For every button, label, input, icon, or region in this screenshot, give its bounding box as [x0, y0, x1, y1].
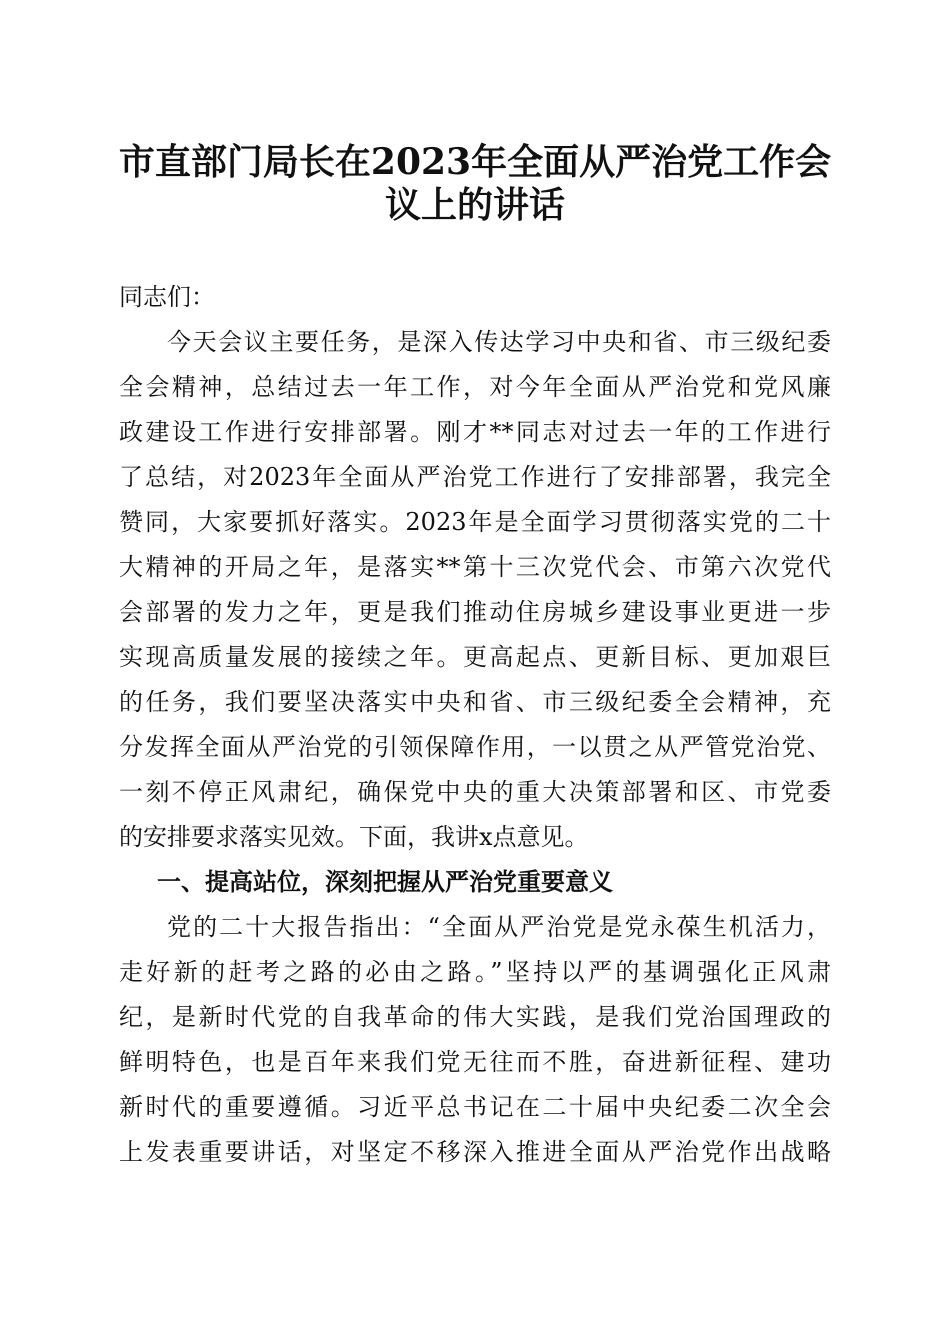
document-title-line-2: 议上的讲话: [384, 184, 565, 226]
paragraph-2-line: 上发表重要讲话，对坚定不移深入推进全面从严治党作出战略: [119, 1138, 831, 1166]
paragraph-1-line: 了总结，对2023年全面从严治党工作进行了安排部署，我完全: [119, 463, 831, 491]
paragraph-1-line: 全会精神，总结过去一年工作，对今年全面从严治党和党风廉: [119, 373, 831, 401]
paragraph-2-line: 纪，是新时代党的自我革命的伟大实践，是我们党治国理政的: [119, 1003, 831, 1031]
paragraph-1-line: 赞同，大家要抓好落实。2023年是全面学习贯彻落实党的二十: [119, 508, 831, 536]
paragraph-2-line: 党的二十大报告指出：“全面从严治党是党永葆生机活力，: [167, 913, 831, 941]
paragraph-1-line: 会部署的发力之年，更是我们推动住房城乡建设事业更进一步: [119, 598, 831, 626]
salutation: 同志们：: [119, 283, 215, 311]
paragraph-2-line: 新时代的重要遵循。习近平总书记在二十届中央纪委二次全会: [119, 1093, 831, 1121]
paragraph-1-line: 分发挥全面从严治党的引领保障作用，一以贯之从严管党治党、: [119, 733, 831, 761]
paragraph-2-line: 走好新的赶考之路的必由之路。”坚持以严的基调强化正风肃: [119, 958, 831, 986]
paragraph-1-line: 政建设工作进行安排部署。刚才**同志对过去一年的工作进行: [119, 418, 831, 446]
document-title-line-1: 市直部门局长在2023年全面从严治党工作会: [118, 141, 832, 183]
paragraph-1-line: 的安排要求落实见效。下面，我讲x点意见。: [119, 823, 589, 851]
section-1-heading: 一、提高站位，深刻把握从严治党重要意义: [157, 867, 613, 896]
paragraph-1-line: 一刻不停正风肃纪，确保党中央的重大决策部署和区、市党委: [119, 778, 831, 806]
paragraph-1-line: 实现高质量发展的接续之年。更高起点、更新目标、更加艰巨: [119, 643, 831, 671]
paragraph-2-line: 鲜明特色，也是百年来我们党无往而不胜，奋进新征程、建功: [119, 1048, 831, 1076]
paragraph-1-line: 大精神的开局之年，是落实**第十三次党代会、市第六次党代: [119, 553, 831, 581]
paragraph-1-line: 今天会议主要任务，是深入传达学习中央和省、市三级纪委: [167, 328, 831, 356]
paragraph-1-line: 的任务，我们要坚决落实中央和省、市三级纪委全会精神，充: [119, 688, 831, 716]
